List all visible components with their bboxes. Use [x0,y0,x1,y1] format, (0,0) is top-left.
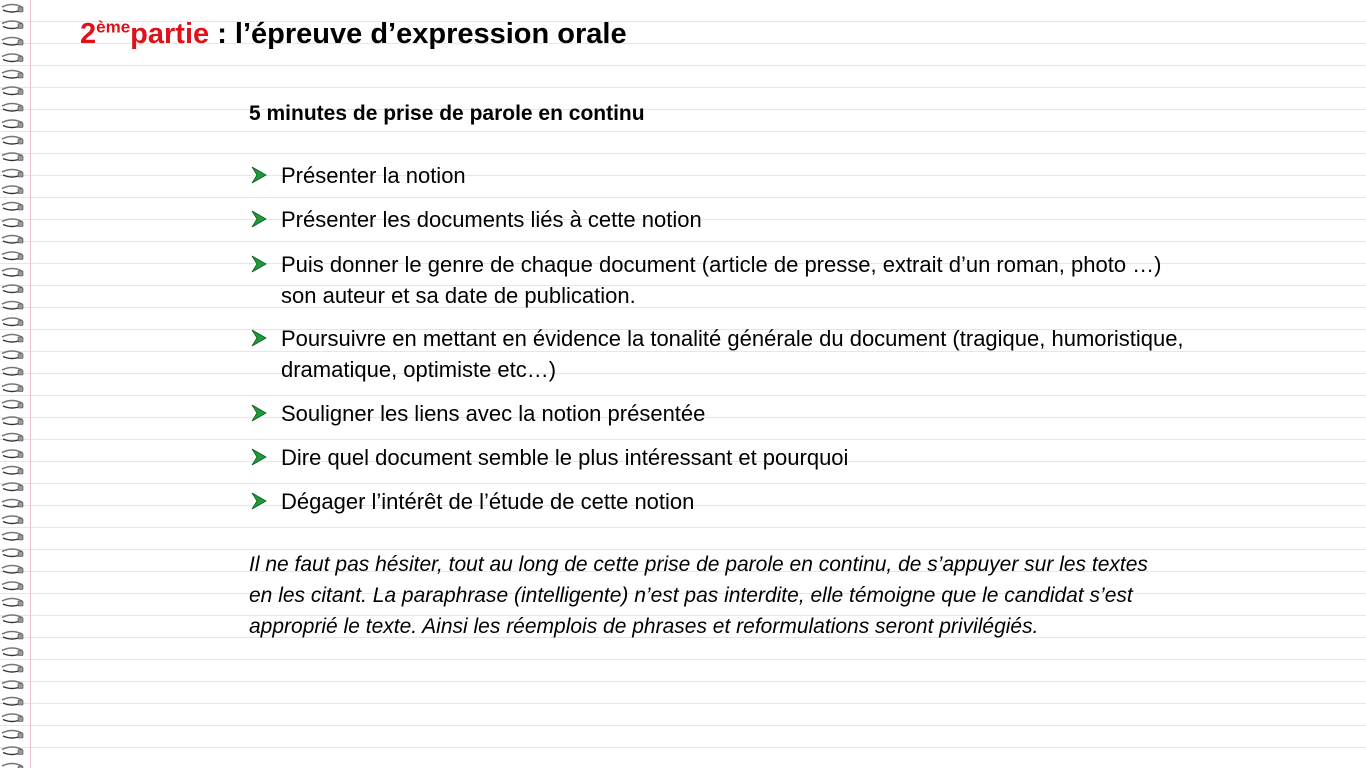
spiral-coil [2,285,23,293]
spiral-coil [2,632,23,640]
list-item [249,486,1289,517]
list-item-text: Souligner les liens avec la notion présentée [281,401,706,426]
spiral-coil [2,384,23,392]
spiral-coil [2,549,23,557]
spiral-coil [2,450,23,458]
spiral-coil [2,5,23,13]
spiral-coil [2,615,23,623]
list-item-text-continued: dramatique, optimiste etc…) [281,357,557,382]
arrow-bullet-icon [249,328,269,348]
spiral-coil [2,582,23,590]
page-title [80,18,627,51]
spiral-coil [2,483,23,491]
spiral-coil [2,351,23,359]
spiral-coil [2,302,23,310]
spiral-coil [2,203,23,211]
spiral-coil [2,533,23,541]
list-item-text: Puis donner le genre de chaque document (article de presse, extrait d’un roman, photo …) [281,252,1162,277]
spiral-coil [2,665,23,673]
arrow-bullet-icon [249,491,269,511]
spiral-coil [2,731,23,739]
title-part-number: 2 [80,18,97,50]
spiral-coil [2,104,23,112]
spiral-coil [2,38,23,46]
spiral-coil [2,434,23,442]
list-item [249,249,1289,311]
arrow-bullet-icon [249,403,269,423]
spiral-coil [2,648,23,656]
spiral-coil [2,219,23,227]
arrow-bullet-icon [249,254,269,274]
spiral-coil [2,137,23,145]
list-item [249,323,1289,385]
list-item [249,204,1289,235]
title-part-word: partie [130,18,210,50]
note-line: approprié le texte. Ainsi les réemplois de phrases et reformulations seront privilégiés. [249,615,1039,638]
list-item [249,442,1289,473]
spiral-coil [2,764,23,768]
spiral-coil [2,236,23,244]
spiral-coil [2,186,23,194]
spiral-coil [2,21,23,29]
notebook-margin-line [30,0,31,768]
list-item-text: Dégager l’intérêt de l’étude de cette notion [281,489,695,514]
list-item-text-continued: son auteur et sa date de publication. [281,283,636,308]
spiral-coil [2,87,23,95]
spiral-coil [2,566,23,574]
italic-note [249,549,1279,642]
spiral-coil [2,714,23,722]
title-rest: : l’épreuve d’expression orale [209,18,627,50]
spiral-coil [2,417,23,425]
spiral-coil [2,599,23,607]
spiral-binding [0,0,26,768]
list-item-text: Présenter la notion [281,163,466,188]
list-item [249,398,1289,429]
arrow-bullet-icon [249,447,269,467]
note-line: Il ne faut pas hésiter, tout au long de cette prise de parole en continu, de s’appuyer sur les textes [249,553,1148,576]
spiral-coil [2,269,23,277]
spiral-coil [2,368,23,376]
note-line: en les citant. La paraphrase (intelligente) n’est pas interdite, elle témoigne que le candidat s’est [249,584,1133,607]
arrow-bullet-icon [249,165,269,185]
spiral-coil [2,153,23,161]
spiral-coil [2,698,23,706]
spiral-coil [2,54,23,62]
spiral-coil [2,467,23,475]
spiral-coil [2,335,23,343]
spiral-coil [2,681,23,689]
list-item [249,160,1289,191]
title-superscript: ème [96,17,131,37]
spiral-coil [2,252,23,260]
subtitle: 5 minutes de prise de parole en continu [249,102,645,125]
spiral-coil [2,516,23,524]
spiral-coil [2,170,23,178]
spiral-coil [2,71,23,79]
spiral-coil [2,318,23,326]
spiral-coil [2,120,23,128]
spiral-coil [2,401,23,409]
arrow-bullet-icon [249,209,269,229]
list-item-text: Présenter les documents liés à cette notion [281,207,702,232]
list-item-text: Poursuivre en mettant en évidence la tonalité générale du document (tragique, humoristique, [281,326,1184,351]
spiral-coil [2,500,23,508]
spiral-coil [2,747,23,755]
list-item-text: Dire quel document semble le plus intéressant et pourquoi [281,445,849,470]
